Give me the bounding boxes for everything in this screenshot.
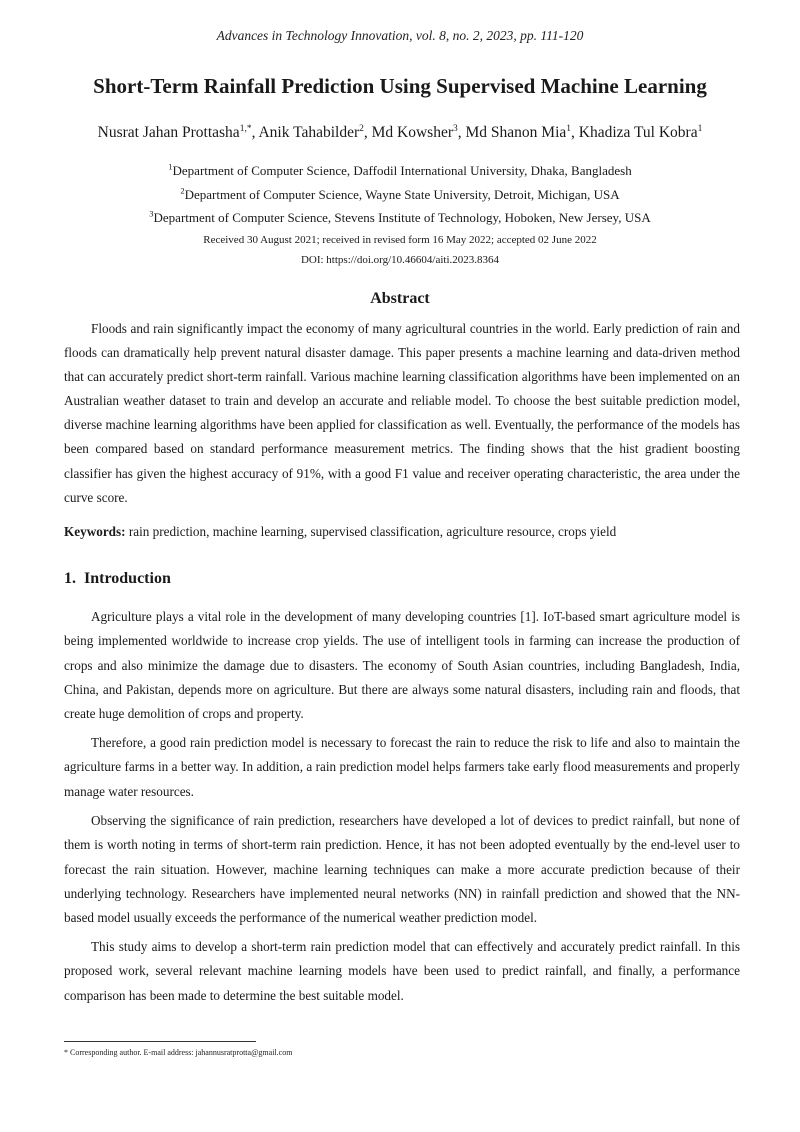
journal-header: Advances in Technology Innovation, vol. 8, no. 2, 2023, pp. 111-120	[216, 28, 584, 43]
affiliation-marker: 3	[149, 208, 154, 219]
author-affiliation-marker: 1	[566, 123, 572, 134]
section-title: Introduction	[84, 570, 171, 587]
section-number: 1.	[64, 570, 76, 587]
author-name: Md Shanon Mia	[465, 124, 567, 141]
doi-line: DOI: https://doi.org/10.46604/aiti.2023.8364	[300, 254, 500, 266]
corresponding-author-footnote: * Corresponding author. E-mail address: jahannusratprotta@gmail.com	[64, 1048, 293, 1057]
abstract-heading: Abstract	[370, 290, 430, 307]
keywords-line	[64, 524, 740, 540]
body-paragraph: Agriculture plays a vital role in the development of many developing countries [1]. IoT-based smart agriculture model is being implemented worldwide to increase crop yields. The use of intelligent tools in farming can increase the production of crops and also minimize the damage due to disasters. The economy of South Asian countries, including Bangladesh, India, China, and Pakistan, depends more on agriculture. But there are always some natural disasters, including rain and floods, that create huge demolition of crops and property.	[64, 609, 740, 722]
affiliation-text: Department of Computer Science, Stevens Institute of Technology, Hoboken, New Jersey, USA	[153, 210, 651, 225]
footnote-divider	[64, 1041, 256, 1042]
body-paragraph: Therefore, a good rain prediction model is necessary to forecast the rain to reduce the risk to life and also to maintain the agriculture farms in a better way. In addition, a rain prediction model helps farmers take early flood measurements and properly manage water resources.	[64, 735, 740, 799]
keywords-text: rain prediction, machine learning, supervised classification, agriculture resource, crops yield	[128, 524, 617, 539]
abstract-text: Floods and rain significantly impact the economy of many agricultural countries in the world. Early prediction of rain and floods can dramatically help prevent natural disaster damage. This paper presents a machine learning and data-driven method that can accurately predict short-term rainfall. Various machine learning classification algorithms have been implemented on an Australian weather dataset to train and develop an accurate and reliable model. To choose the best suitable prediction model, diverse machine learning algorithms have been applied for classification as well. Eventually, the performance of the models has been compared based on standard performance measurement metrics. The finding shows that the hist gradient boosting classifier has given the highest accuracy of 91%, with a good F1 value and receiver operating characteristic, the area under the curve score.	[64, 321, 740, 505]
paper-title: Short-Term Rainfall Prediction Using Supervised Machine Learning	[93, 74, 707, 98]
author-affiliation-marker: 1,*	[239, 123, 252, 134]
affiliation-marker: 1	[168, 161, 173, 172]
affiliation	[0, 163, 800, 179]
author-affiliation-marker: 1	[697, 123, 703, 134]
author-name: Khadiza Tul Kobra	[578, 124, 698, 141]
author-name: Anik Tahabilder	[258, 124, 360, 141]
affiliation	[0, 187, 800, 203]
section-heading-introduction	[64, 570, 171, 588]
body-paragraph: Observing the significance of rain prediction, researchers have developed a lot of devices to predict rainfall, but none of them is worth noting in terms of short-term rain prediction. Hence, it has not been adopted eventually by the end-level user to forecast the rain situation. However, machine learning techniques can make a more accurate prediction because of their underlying technology. Researchers have implemented neural networks (NN) in rainfall prediction and showed that the NN-based model usually exceeds the performance of the numerical weather prediction model.	[64, 813, 740, 926]
affiliation-text: Department of Computer Science, Wayne State University, Detroit, Michigan, USA	[184, 187, 620, 202]
affiliation-marker: 2	[180, 185, 185, 196]
body-paragraph: This study aims to develop a short-term rain prediction model that can effectively and accurately predict rainfall. In this proposed work, several relevant machine learning models have been used to predict rainfall, and finally, a performance comparison has been made to determine the best suitable model.	[64, 939, 740, 1003]
affiliation-text: Department of Computer Science, Daffodil International University, Dhaka, Bangladesh	[172, 163, 632, 178]
author-affiliation-marker: 3	[453, 123, 458, 134]
keywords-label: Keywords:	[64, 524, 126, 539]
submission-dates: Received 30 August 2021; received in revised form 16 May 2022; accepted 02 June 2022	[203, 234, 597, 246]
author-affiliation-marker: 2	[359, 123, 364, 134]
author-name: Nusrat Jahan Prottasha	[97, 124, 240, 141]
author-list: Nusrat Jahan Prottasha$^{1,*}$, Anik Tahabilder$^2$, Md Kowsher$^3$, Md Shanon Mia$^1$, Khadiza Tul Kobra$^1$	[97, 123, 703, 141]
author-name: Md Kowsher	[371, 124, 454, 141]
affiliation	[0, 210, 800, 226]
